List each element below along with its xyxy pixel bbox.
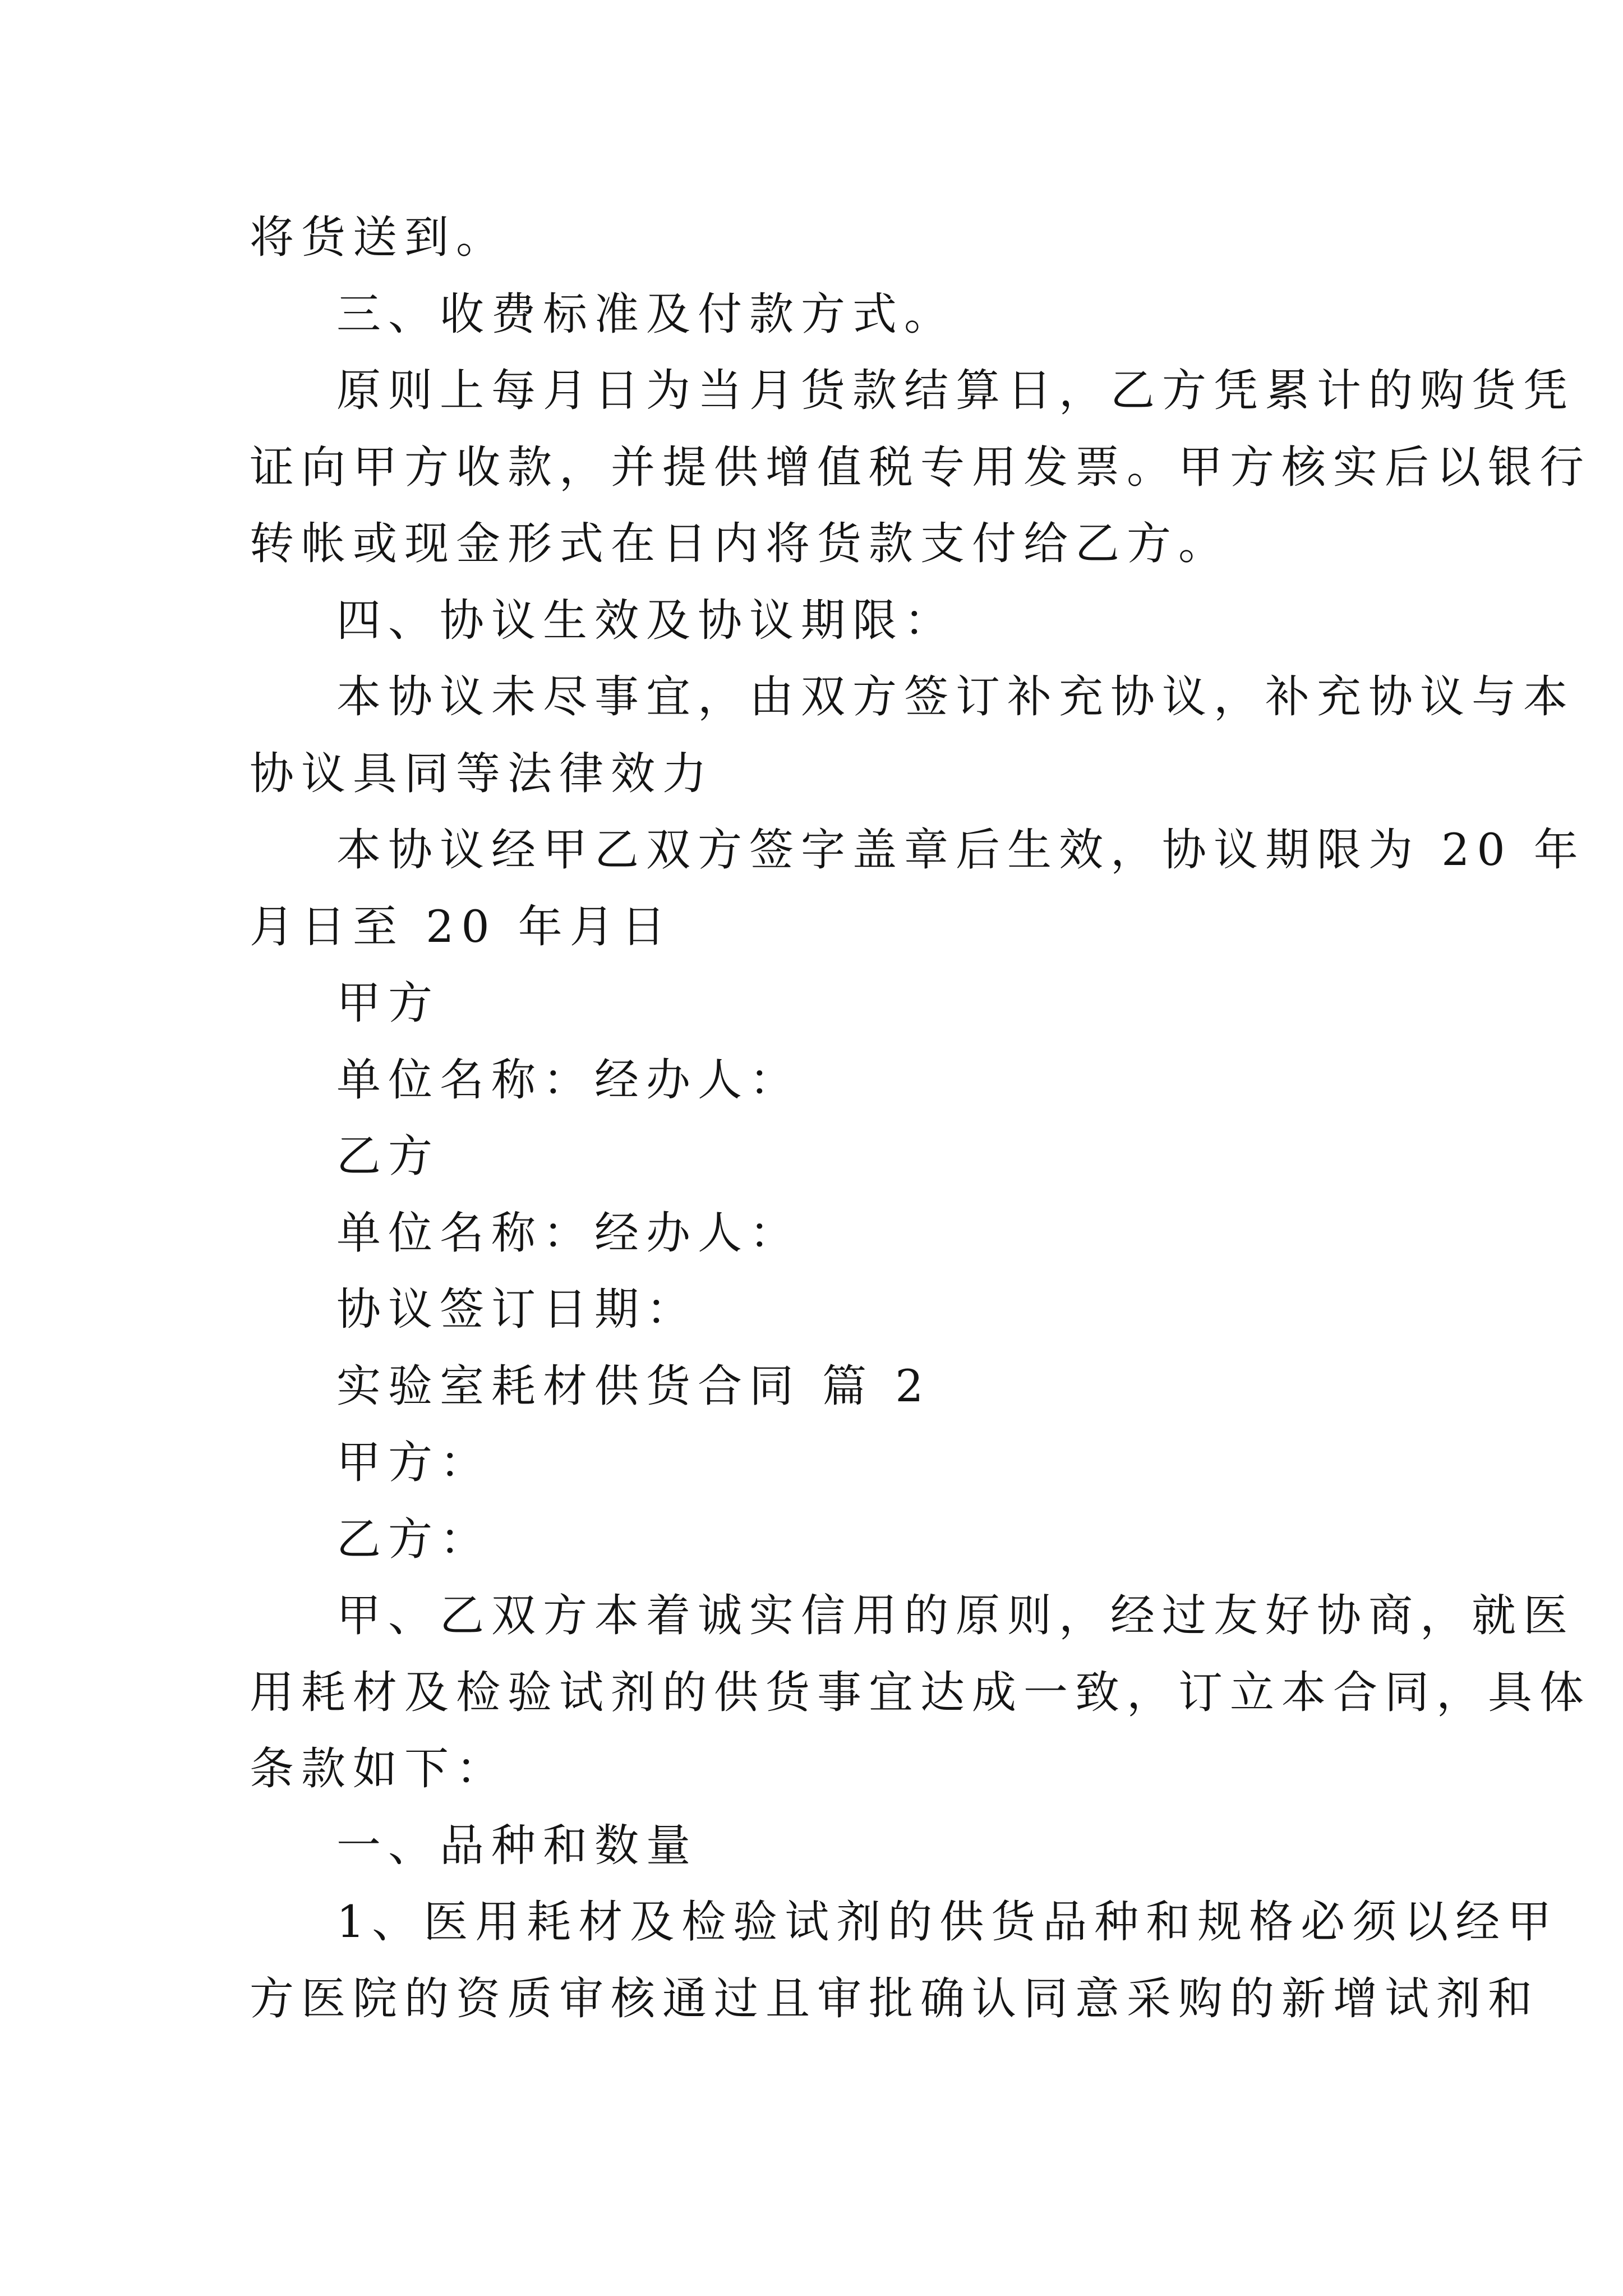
text-line: 转帐或现金形式在日内将货款支付给乙方。: [250, 518, 1230, 569]
text-line: 本协议未尽事宜，由双方签订补充协议，补充协议与本: [336, 671, 1575, 723]
text-line: 一、品种和数量: [336, 1820, 698, 1871]
text-line: 三、收费标准及付款方式。: [336, 288, 956, 340]
text-line: 月日至 20 年月日: [250, 901, 673, 953]
text-line: 甲方：: [336, 1437, 491, 1488]
text-line: 条款如下：: [250, 1743, 508, 1795]
text-line: 1、医用耗材及检验试剂的供货品种和规格必须以经甲: [336, 1896, 1559, 1948]
text-line: 乙方: [336, 1130, 440, 1182]
text-line: 将货送到。: [250, 211, 508, 263]
text-line: 协议具同等法律效力: [250, 748, 714, 799]
text-line: 单位名称：经办人：: [336, 1207, 801, 1259]
text-line: 甲、乙双方本着诚实信用的原则，经过友好协商，就医: [336, 1590, 1575, 1641]
text-line: 单位名称：经办人：: [336, 1054, 801, 1106]
text-line: 方医院的资质审核通过且审批确认同意采购的新增试剂和: [250, 1973, 1539, 2024]
text-line: 实验室耗材供货合同 篇 2: [336, 1360, 931, 1412]
text-line: 本协议经甲乙双方签字盖章后生效，协议期限为 20 年: [336, 824, 1585, 876]
text-line: 协议签订日期：: [336, 1283, 698, 1335]
text-line: 四、协议生效及协议期限：: [336, 595, 956, 646]
text-line: 甲方: [336, 977, 440, 1029]
text-line: 原则上每月日为当月货款结算日，乙方凭累计的购货凭: [336, 365, 1575, 416]
text-line: 用耗材及检验试剂的供货事宜达成一致，订立本合同，具体: [250, 1667, 1591, 1718]
text-line: 乙方：: [336, 1513, 491, 1565]
text-line: 证向甲方收款，并提供增值税专用发票。甲方核实后以银行: [250, 441, 1591, 493]
